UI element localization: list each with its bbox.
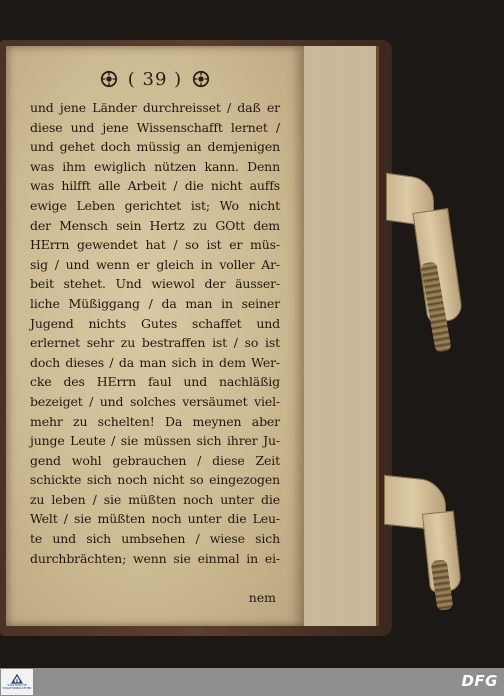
text-line: te und sich umbsehen / wiese sich xyxy=(30,531,280,547)
text-line: sig / und wenn er gleich in voller Ar- xyxy=(30,256,280,272)
text-line: junge Leute / sie müssen sich ihrer Ju- xyxy=(30,433,280,449)
text-line: und gehet doch müssig an demjenigen xyxy=(30,139,280,155)
dfg-logo[interactable]: DFG xyxy=(461,672,498,690)
text-line: beit stehet. Und wiewol der äusser- xyxy=(30,276,280,292)
slub-library-logo[interactable] xyxy=(1,669,33,695)
fleuron-ornament-right-icon xyxy=(192,70,210,88)
book-page xyxy=(6,46,304,626)
text-line: doch dieses / da man sich in dem Wer- xyxy=(30,354,280,370)
text-line: bezeiget / und solches versäumet viel- xyxy=(30,393,280,409)
text-line: was ihm ewiglich nützen kann. Denn xyxy=(30,158,280,174)
text-line: mehr zu schelten! Da meynen aber xyxy=(30,413,280,429)
text-line: schickte sich noch nicht so eingezogen xyxy=(30,472,280,488)
catchword: nem xyxy=(248,590,276,605)
fleuron-ornament-left-icon xyxy=(100,70,118,88)
text-line: liche Müßiggang / da man in seiner xyxy=(30,295,280,311)
text-line: durchbrächten; wenn sie einmal in ei- xyxy=(30,550,280,566)
page-header xyxy=(6,66,304,92)
text-line: der Mensch sein Hertz zu GOtt dem xyxy=(30,217,280,233)
text-line: cke des HErrn faul und nachläßig xyxy=(30,374,280,390)
text-line: und jene Länder durchreisset / daß er xyxy=(30,100,280,115)
viewer-footer xyxy=(0,668,504,696)
body-text xyxy=(30,98,280,568)
text-line: zu leben / sie müßten noch unter die xyxy=(30,491,280,507)
text-line: ewige Leben gerichtet ist; Wo nicht xyxy=(30,197,280,213)
text-line: HErrn gewendet hat / so ist er müs- xyxy=(30,237,280,253)
text-line: Jugend nichts Gutes schaffet und xyxy=(30,315,280,331)
text-line: gend wohl gebrauchen / diese Zeit xyxy=(30,452,280,468)
text-line: erlernet sehr zu bestraffen ist / so ist xyxy=(30,335,280,351)
text-line: Welt / sie müßten noch unter die Leu- xyxy=(30,511,280,527)
page-number: ( 39 ) xyxy=(127,68,183,90)
text-line: diese und jene Wissenschafft lernet / xyxy=(30,119,280,135)
slub-logo-text: SÄCHSISCHE STAATSBIBLIOTHEK xyxy=(2,682,32,690)
page-edges xyxy=(300,46,379,626)
text-line: was hilfft alle Arbeit / die nicht auffs xyxy=(30,178,280,194)
